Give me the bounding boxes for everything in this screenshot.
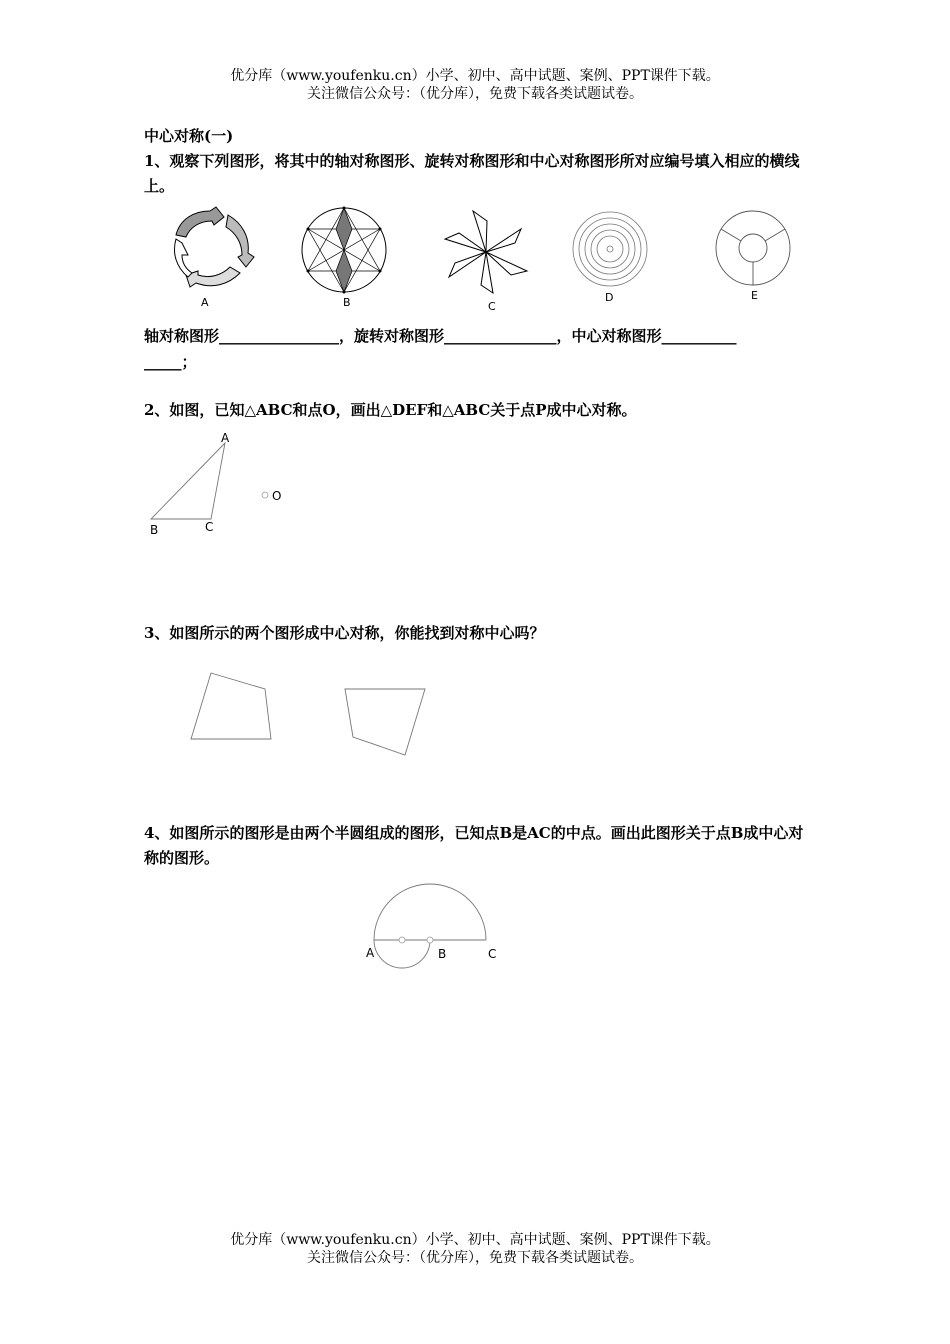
- q2-triangle-abc: [145, 435, 295, 535]
- q4-label-b: B: [438, 947, 447, 961]
- footer-line-1: 优分库（www.youfenku.cn）小学、初中、高中试题、案例、PPT课件下载。: [230, 1232, 720, 1248]
- question-1-text: 1、观察下列图形，将其中的轴对称图形、旋转对称图形和中心对称图形所对应编号填入相应的横线上。: [144, 152, 800, 195]
- figure-d-label: D: [605, 291, 614, 304]
- q2-label-o: O: [272, 489, 282, 503]
- q4-label-c: C: [488, 947, 497, 961]
- question-1-answer-line-1: 轴对称图形________________，旋转对称图形_______________，中心对称图形__________: [144, 327, 737, 345]
- figure-c-pinwheel: [443, 209, 529, 295]
- figure-b-star-circle: [300, 206, 388, 294]
- question-2-text: 2、如图，已知△ABC和点O，画出△DEF和△ABC关于点P成中心对称。: [144, 401, 637, 419]
- q2-label-b: B: [150, 523, 159, 537]
- figure-a-label: A: [201, 296, 209, 309]
- question-1-answer-line-2: _____；: [144, 353, 197, 371]
- header-line-2: 关注微信公众号：（优分库），免费下载各类试题试卷。: [307, 86, 643, 102]
- question-3-text: 3、如图所示的两个图形成中心对称，你能找到对称中心吗？: [144, 624, 545, 642]
- figure-e-label: E: [751, 289, 758, 302]
- q4-label-a: A: [366, 946, 375, 960]
- q4-semicircles: [365, 880, 500, 980]
- header-line-1: 优分库（www.youfenku.cn）小学、初中、高中试题、案例、PPT课件下载。: [230, 68, 720, 84]
- q3-quadrilaterals: [185, 665, 435, 765]
- figure-b-label: B: [343, 296, 351, 309]
- figure-e-divided-circle: [714, 209, 792, 287]
- q2-label-c: C: [205, 520, 214, 534]
- figure-d-concentric-circles: [571, 210, 649, 288]
- figure-c-label: C: [488, 300, 496, 313]
- footer-line-2: 关注微信公众号：（优分库），免费下载各类试题试卷。: [307, 1250, 643, 1266]
- page-title: 中心对称(一): [144, 127, 234, 145]
- q2-label-a: A: [221, 431, 230, 445]
- figure-a-recycle: [168, 205, 253, 290]
- question-4-text: 4、如图所示的图形是由两个半圆组成的图形，已知点B是AC的中点。画出此图形关于点B成中心对称的图形。: [144, 824, 804, 867]
